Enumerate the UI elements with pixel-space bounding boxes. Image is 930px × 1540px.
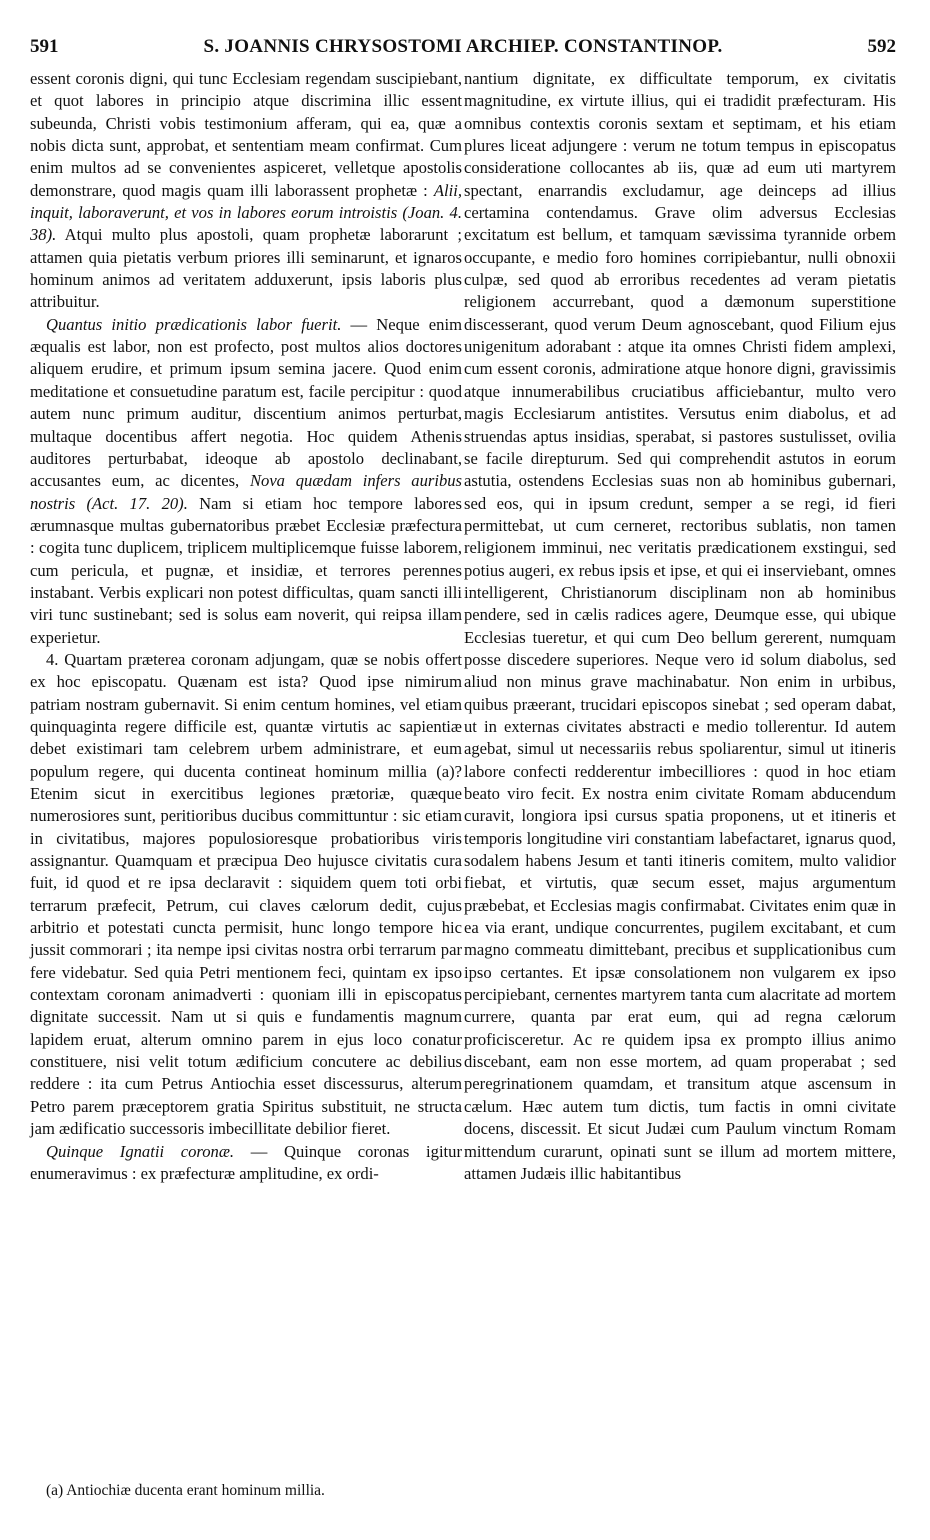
paragraph [464,68,896,1185]
section-heading: Quinque Ignatii coronæ. [46,1141,235,1161]
paragraph-text: — Neque enim æqualis est labor, non est profecto, post multos alios doctores aliquem erudire, et primum ipsum semina jacere. Quod enim meditatione et consuetudine paratum est, facile percipitur : quod autem nunc primum auditur, discentium animos perturbat, multaque docentibus affert negotia. Hoc quidem Athenis auditores perturbabat, ideoque ab apostolo declinabant, accusantes eum, ac dicentes, [30,314,462,491]
page-number-right: 592 [867,36,896,57]
left-column [30,68,462,1185]
paragraph-text: 4. Quartam præterea coronam adjungam, quæ se nobis offert ex hoc episcopatu. Quænam est ista? Quod ipse nimirum patriam nostram gubernavit. Si enim centum homines, vel etiam quinquaginta regere difficile est, quantæ virtutis ac sapientiæ debet existimari tam celebrem urbem administrare, et eum populum regere, qui ducenta contineat hominum millia (a)? Etenim sicut in exercitibus legiones prætoriæ, quæque numerosiores sunt, peritioribus ducibus committuntur : sic etiam in civitatibus, majores populosioresque probatioribus viris assignantur. Quamquam et præcipua Deo hujusce civitatis cura fuit, id quod et re ipsa declaravit : siquidem quem toti orbi terrarum præfecit, Petrum, cui claves cælorum dedit, cujus arbitrio et potestati cuncta permisit, hunc longo tempore hic jussit commorari ; ita nempe ipsi civitas nostra orbi terrarum par fere videbatur. Sed quia Petri mentionem feci, quintam ex ipso contextam coronam animadverti : quoniam illi in episcopatus dignitate successit. Nam ut si quis e fundamentis magnum lapidem eruat, alterum omnino parem in ejus loco conatur constituere, nisi velit totum ædificium concutere ac debilius reddere : ita cum Petrus Antiochia esset discessurus, alterum Petro parem præceptorem gratia Spiritus substituit, ne structa jam ædificatio successoris imbecillitate debilior fieret. [30,649,462,1139]
page-number-left: 591 [30,36,59,57]
paragraph [30,314,462,649]
scripture-quote: Alii, inquit, laboraverunt, et vos in labores eorum introistis (Joan. 4. 38). [30,180,462,245]
footnote: (a) Antiochiæ ducenta erant hominum millia. [46,1482,325,1499]
section-heading: Quantus initio prædicationis labor fuerit. [46,314,342,334]
paragraph [30,649,462,1141]
paragraph-text: Atqui multo plus apostoli, quam prophetæ laborarunt ; attamen quia pietatis verbum priores illi seminarunt, et ignaros hominum animos ad veritatem adduxerunt, ipsis laboris plus attribuitur. [30,225,463,312]
paragraph-text: — Quinque coronas igitur enumeravimus : ex præfecturæ amplitudine, ex ordi- [30,1141,462,1183]
running-head: S. JOANNIS CHRYSOSTOMI ARCHIEP. CONSTANTINOP. [203,36,723,57]
paragraph-text: Nam si etiam hoc tempore labores ærumnasque multas gubernatoribus præbet Ecclesiæ præfectura : cogita tunc duplicem, triplicem multiplicemque fuisse laborem, cum pericula, et pugnæ, et insidiæ, et terrores perennes instabant. Verbis explicari non potest difficultas, quam sancti illi viri tunc sustinebant; sed is solus eam noverit, qui reipsa illam experietur. [30,493,462,647]
paragraph-text: nantium dignitate, ex difficultate temporum, ex civitatis magnitudine, ex virtute illius, qui ei tradidit præfecturam. His omnibus contextis coronis sextam et septimam, et his etiam plures liceat adjungere : verum ne totum tempus in episcopatus consideratione collocantes ab iis, quæ ad eum uti martyrem spectant, enarrandis excludamur, age deinceps ad illius certamina contendamus. Grave olim adversus Ecclesias excitatum est bellum, et tamquam sævissima tyrannide orbem occupante, e medio foro homines corripiebantur, nulli obnoxii culpæ, sed quod ab erroribus recedentes ad veram pietatis religionem accurrebant, quod a dæmonum superstitione discesserant, quod verum Deum agnoscebant, quod Filium ejus unigenitum adorabant : atque ita omnes Christi fidem amplexi, cum essent coronis, admiratione atque honore digni, gravissimis atque innumerabilibus cruciatibus afficiebantur, multo vero magis Ecclesiarum antistites. Versutus enim diabolus, et ad struendas aptus insidias, sperabat, si pastores sustulisset, ovilia se facile direpturum. Sed qui comprehendit astutos in eorum astutia, ostendens Ecclesias suas non ab hominibus gubernari, sed eos, qui in ipsum credunt, semper a se regi, id fieri permittebat, ut cum cerneret, rectoribus sublatis, non tamen religionem imminui, nec veritatis prædicationem exstingui, sed potius augeri, ex rebus ipsis et ipse, et qui ei inserviebant, omnes intelligerent, Christianorum disciplinam non ab hominibus pendere, sed in cælis radices agere, Deumque esse, qui ubique Ecclesias tueretur, et qui cum Deo bellum gererent, numquam posse discedere superiores. Neque vero id solum diabolus, sed aliud non minus grave machinabatur. Non enim in urbibus, quibus præerant, trucidari episcopos sinebat ; sed operam dabat, ut in externas civitates abstracti e medio tollerentur. Id autem agebat, simul ut necessariis rebus spoliarentur, simul ut itineris labore confecti redderentur imbecilliores : quod in hoc etiam beato viro fecit. Ex nostra enim civitate Romam abducendum curavit, longiora ipsi cursus spatia proponens, ut et itineris et temporis longitudine viri constantiam labefactaret, ignarus quod, sodalem habens Jesum et tanti itineris comitem, multo validior fiebat, et virtutis, quæ secum esset, majus argumentum præbebat, et Ecclesias magis confirmabat. Civitates enim quæ in ea via erant, undique concurrentes, pugilem excitabant, et cum magno commeatu dimittebant, precibus et supplicationibus cum ipso certantes. Et ipsæ consolationem non vulgarem ex ipso percipiebant, cernentes martyrem tanta cum alacritate ad mortem currere, quanta par erat eum, qui ad regna cælorum proficisceretur. Ac re quidem ipsa ex prompto illius animo discebant, eam non esse mortem, ad quam properabat ; sed peregrinationem quamdam, et transitum atque ascensum in cælum. Hæc autem tum dictis, tum factis in omni civitate docens, discessit. Et sicut Judæi cum Paulum vinctum Romam mittendum curarunt, opinati sunt se illum ad mortem mittere, attamen Judæis illic habitantibus [464,69,896,1183]
scripture-quote: Nova quædam infers auribus nostris (Act. 17. 20). [30,471,462,513]
paragraph-text: essent coronis digni, qui tunc Ecclesiam regendam suscipiebant, et quot labores in principio atque discrimina illic essent subeunda, Christi vobis testimonium afferam, qui ea, quæ a nobis dicta sunt, approbat, et sententiam meam confirmat. Cum enim multos ad se convenientes aspiceret, velletque apostolis demonstrare, quod magis quam illi laborassent prophetæ : [30,69,462,200]
right-column [464,68,896,1185]
paragraph [30,1141,462,1186]
page-header [30,36,896,62]
paragraph [30,68,462,314]
